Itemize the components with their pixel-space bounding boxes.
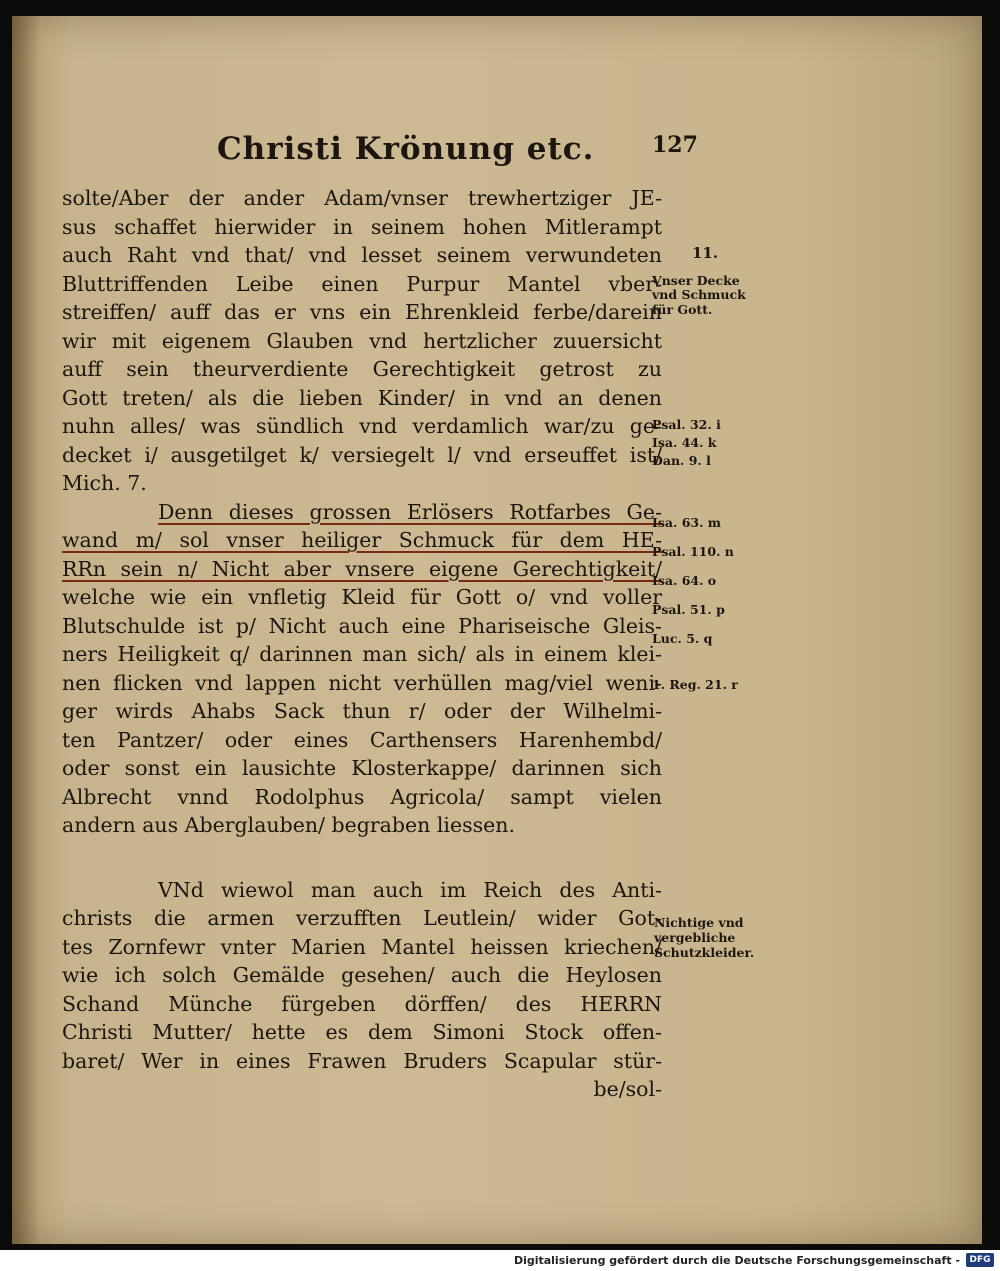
margin-note: Isa. 44. k <box>652 435 717 450</box>
dfg-logo: DFG <box>966 1253 994 1267</box>
text-line: solte/Aber der ander Adam/vnser trewhertziger JE- <box>62 186 662 210</box>
text-line: sus schaffet hierwider in seinem hohen Mitlerampt <box>62 214 662 239</box>
text-line: welche wie ein vnfletig Kleid für Gott o/ vnd voller <box>62 585 662 609</box>
text-line: streiffen/ auff das er vns ein Ehrenkleid ferbe/darein <box>62 300 662 324</box>
text-line: VNd wiewol man auch im Reich des Anti- <box>158 877 662 902</box>
text-line: nen flicken vnd lappen nicht verhüllen mag/viel weni- <box>62 670 662 695</box>
margin-note: 1. Reg. 21. r <box>652 677 738 692</box>
text-line: wie ich solch Gemälde gesehen/ auch die Heylosen <box>62 963 662 987</box>
text-line: nuhn alles/ was sündlich vnd verdamlich war/zu ge- <box>62 414 662 438</box>
text-line: ners Heiligkeit q/ darinnen man sich/ als in einem klei- <box>62 642 662 666</box>
margin-note: vergebliche <box>654 930 736 945</box>
book-page <box>12 16 982 1244</box>
text-line: Gott treten/ als die lieben Kinder/ in vnd an denen <box>62 385 662 410</box>
margin-note: vnd Schmuck <box>652 287 746 302</box>
margin-note: Luc. 5. q <box>652 631 713 646</box>
text-line: christs die armen verzufften Leutlein/ wider Got- <box>62 906 662 930</box>
text-line: wand m/ sol vnser heiliger Schmuck für dem HE- <box>62 528 662 552</box>
text-line: Denn dieses grossen Erlösers Rotfarbes Ge- <box>158 499 662 524</box>
body-text <box>62 184 662 1104</box>
text-line: Christi Mutter/ hette es dem Simoni Stock offen- <box>62 1020 662 1044</box>
text-line: RRn sein n/ Nicht aber vnsere eigene Gerechtigkeit/ <box>62 556 662 581</box>
margin-note: Dan. 9. l <box>652 453 711 468</box>
margin-note: Psal. 32. i <box>652 417 721 432</box>
text-line: Mich. 7. <box>62 471 147 495</box>
text-line: auff sein theurverdiente Gerechtigkeit getrost zu <box>62 357 662 381</box>
text-line: oder sonst ein lausichte Klosterkappe/ darinnen sich <box>62 756 662 780</box>
margin-note: Psal. 51. p <box>652 602 725 617</box>
margin-note: Schutzkleider. <box>654 945 755 960</box>
text-line: decket i/ ausgetilget k/ versiegelt l/ vnd erseuffet ist/ <box>62 442 662 467</box>
catchword: be/sol- <box>593 1077 662 1101</box>
margin-note: Isa. 63. m <box>652 515 722 530</box>
margin-note: Vnser Decke <box>652 273 740 288</box>
text-line: Blutschulde ist p/ Nicht auch eine Phariseische Gleis- <box>62 613 662 638</box>
text-line: ten Pantzer/ oder eines Carthensers Harenhembd/ <box>62 727 662 752</box>
page-number: 127 <box>652 132 698 158</box>
text-line: Bluttriffenden Leibe einen Purpur Mantel vber- <box>62 271 662 296</box>
text-line: Schand Münche fürgeben dörffen/ des HERRN <box>62 991 662 1016</box>
text-line: wir mit eigenem Glauben vnd hertzlicher zuuersicht <box>62 328 662 353</box>
text-line: andern aus Aberglauben/ begraben liessen. <box>62 813 516 837</box>
margin-note: Psal. 110. n <box>652 544 734 559</box>
text-line: Albrecht vnnd Rodolphus Agricola/ sampt vielen <box>62 784 662 809</box>
text-line: auch Raht vnd that/ vnd lesset seinem verwundeten <box>62 243 662 267</box>
funding-credit: Digitalisierung gefördert durch die Deutsche Forschungsgemeinschaft - <box>513 1254 960 1267</box>
footer-bar <box>0 1250 1000 1271</box>
margin-note: für Gott. <box>652 302 713 317</box>
margin-note: Isa. 64. o <box>652 573 717 588</box>
margin-note: Nichtige vnd <box>654 915 744 930</box>
text-line: ger wirds Ahabs Sack thun r/ oder der Wilhelmi- <box>62 699 662 723</box>
paragraph-gap <box>62 840 662 876</box>
text-line: baret/ Wer in eines Frawen Bruders Scapular stür- <box>62 1048 662 1073</box>
text-line: tes Zornfewr vnter Marien Mantel heissen kriechen/ <box>62 934 662 959</box>
running-head: Christi Krönung etc. <box>217 131 595 167</box>
margin-note-number: 11. <box>692 244 719 262</box>
